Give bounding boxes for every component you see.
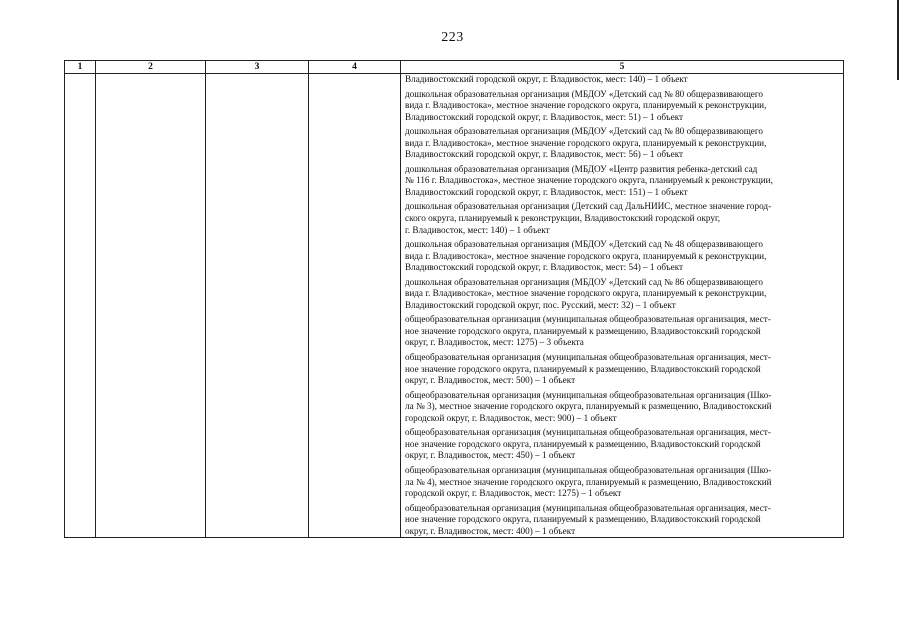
column-header-3: 3	[206, 61, 309, 74]
cell-col-1	[65, 74, 96, 538]
page-number: 223	[441, 30, 464, 45]
document-table	[64, 60, 844, 538]
column-header-2: 2	[96, 61, 206, 74]
list-item: дошкольная образовательная организация (МБДОУ «Детский сад № 80 общеразвивающего вида г. Владивостока», местное значение городского округа, планируемый к реконструкции, Владивостокский городской округ, г. Владивосток, мест: 56) – 1 объект	[405, 126, 767, 160]
list-item: дошкольная образовательная организация (МБДОУ «Центр развития ребенка-детский сад № 116 г. Владивостока», местное значение городского округа, планируемый к реконструкции, Владивостокский городской округ, г. Владивосток, мест: 151) – 1 объект	[405, 163, 773, 197]
cell-col-4	[309, 74, 401, 538]
table-row	[65, 74, 844, 538]
list-item: общеобразовательная организация (муниципальная общеобразовательная организация (Шко- ла № 4), местное значение городского округа, планируемый к размещению, Владивостокский городской округ, г. Владивосток, мест: 1275) – 1 объект	[405, 464, 772, 499]
list-item: общеобразовательная организация (муниципальная общеобразовательная организация, мест- ное значение городского округа, планируемый к размещению, Владивостокский городской округ, г. Владивосток, мест: 400) – 1 объект	[405, 502, 771, 536]
cell-col-5	[401, 74, 844, 538]
column-header-1: 1	[65, 61, 96, 74]
list-item: общеобразовательная организация (муниципальная общеобразовательная организация (Шко- ла № 3), местное значение городского округа, планируемый к размещению, Владивостокский городской округ, г. Владивосток, мест: 900) – 1 объект	[405, 389, 772, 423]
header-row	[65, 61, 844, 74]
list-item: дошкольная образовательная организация (МБДОУ «Детский сад № 86 общеразвивающего вида г. Владивостока», местное значение городского округа, планируемый к реконструкции, Владивостокский городской округ, пос. Русский, мест: 32) – 1 объект	[405, 276, 767, 310]
table-header	[65, 61, 844, 74]
cell-col-2	[96, 74, 206, 538]
list-item: дошкольная образовательная организация (Детский сад ДальНИИС, местное значение город- ского округа, планируемый к реконструкции, Владивостокский городской округ, г. Владивосток, мест: 140) – 1 объект	[405, 201, 772, 235]
cell-col-3	[206, 74, 309, 538]
list-item: дошкольная образовательная организация (МБДОУ «Детский сад № 48 общеразвивающего вида г. Владивостока», местное значение городского округа, планируемый к реконструкции, Владивостокский городской округ, г. Владивосток, мест: 54) – 1 объект	[405, 239, 767, 273]
list-item: общеобразовательная организация (муниципальная общеобразовательная организация, мест- ное значение городского округа, планируемый к размещению, Владивостокский городской округ, г. Владивосток, мест: 500) – 1 объект	[405, 352, 771, 386]
page-edge-line	[897, 0, 899, 80]
list-item: общеобразовательная организация (муниципальная общеобразовательная организация, мест- ное значение городского округа, планируемый к размещению, Владивостокский городской округ, г. Владивосток, мест: 1275) – 3 объекта	[405, 314, 771, 348]
list-item: общеобразовательная организация (муниципальная общеобразовательная организация, мест- ное значение городского округа, планируемый к размещению, Владивостокский городской округ, г. Владивосток, мест: 450) – 1 объект	[405, 427, 771, 461]
list-item: дошкольная образовательная организация (МБДОУ «Детский сад № 80 общеразвивающего вида г. Владивостока», местное значение городского округа, планируемый к реконструкции, Владивостокский городской округ, г. Владивосток, мест: 51) – 1 объект	[405, 88, 767, 122]
column-header-5: 5	[401, 61, 844, 74]
list-item: Владивостокский городской округ, г. Владивосток, мест: 140) – 1 объект	[405, 74, 688, 84]
column-header-4: 4	[309, 61, 401, 74]
